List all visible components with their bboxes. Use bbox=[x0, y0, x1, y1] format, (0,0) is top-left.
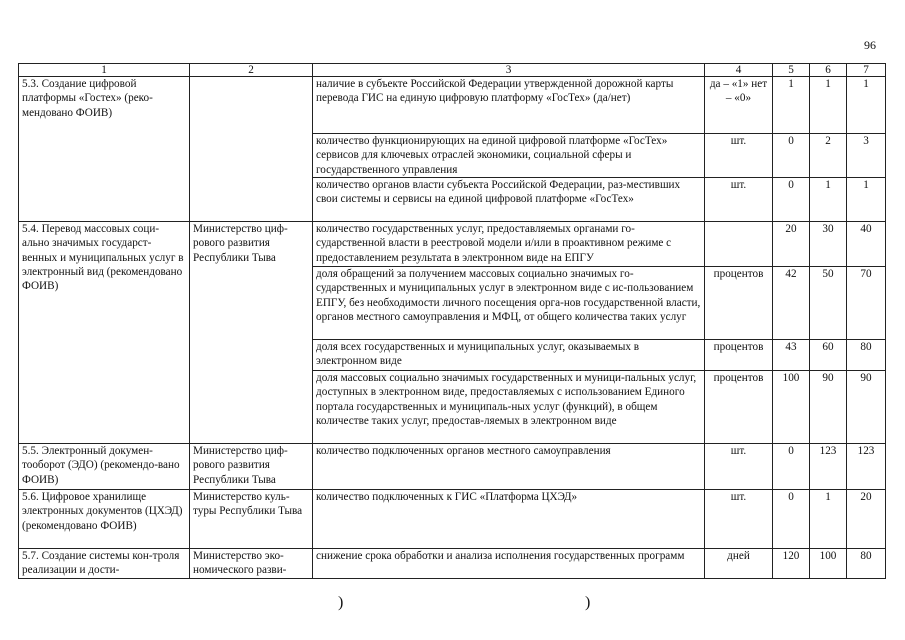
responsible-cell: Министерство эко-номического разви- bbox=[190, 549, 313, 579]
indicator-cell: количество функционирующих на единой цифровой платформе «ГосТех» сервисов для ключевых отраслей экономики, социальной сферы и государственного управления bbox=[313, 134, 705, 178]
responsible-cell: Министерство циф-рового развития Республики Тыва bbox=[190, 444, 313, 490]
responsible-cell: Министерство куль-туры Республики Тыва bbox=[190, 490, 313, 549]
page-number: 96 bbox=[864, 38, 876, 52]
value-cell: 1 bbox=[810, 77, 847, 134]
table-row bbox=[19, 77, 886, 134]
indicator-cell: снижение срока обработки и анализа исполнения государственных программ bbox=[313, 549, 705, 579]
unit-cell: процентов bbox=[705, 371, 773, 444]
header-cell: 7 bbox=[847, 64, 886, 77]
value-cell: 90 bbox=[810, 371, 847, 444]
unit-cell: шт. bbox=[705, 444, 773, 490]
header-cell: 5 bbox=[773, 64, 810, 77]
unit-cell: шт. bbox=[705, 178, 773, 222]
value-cell: 80 bbox=[847, 549, 886, 579]
value-cell: 120 bbox=[773, 549, 810, 579]
value-cell: 20 bbox=[773, 222, 810, 267]
value-cell: 123 bbox=[810, 444, 847, 490]
unit-cell: процентов bbox=[705, 340, 773, 371]
indicator-cell: доля массовых социально значимых государственных и муници-пальных услуг, доступных в электронном виде, предоставляемых с использованием Единого портала государственных и муниципаль-ных услуг (функций), в общем количестве таких услуг, предостав-ляемых в электронном виде bbox=[313, 371, 705, 444]
responsible-cell: Министерство циф-рового развития Республики Тыва bbox=[190, 222, 313, 444]
value-cell: 70 bbox=[847, 267, 886, 340]
value-cell: 50 bbox=[810, 267, 847, 340]
header-cell: 4 bbox=[705, 64, 773, 77]
value-cell: 1 bbox=[810, 490, 847, 549]
indicator-cell: количество органов власти субъекта Российской Федерации, раз-местивших свои системы и сервисы на единой цифровой платформе «ГосТех» bbox=[313, 178, 705, 222]
scan-mark: ) bbox=[585, 594, 591, 611]
activity-cell: 5.3. Создание цифровой платформы «Гостех» (реко-мендовано ФОИВ) bbox=[19, 77, 190, 222]
unit-cell: да – «1» нет – «0» bbox=[705, 77, 773, 134]
indicator-cell: количество подключенных органов местного самоуправления bbox=[313, 444, 705, 490]
value-cell: 20 bbox=[847, 490, 886, 549]
value-cell: 43 bbox=[773, 340, 810, 371]
value-cell: 30 bbox=[810, 222, 847, 267]
value-cell: 1 bbox=[847, 77, 886, 134]
table-header-row bbox=[19, 64, 886, 77]
value-cell: 100 bbox=[773, 371, 810, 444]
indicators-table bbox=[18, 63, 886, 579]
unit-cell: шт. bbox=[705, 490, 773, 549]
value-cell: 90 bbox=[847, 371, 886, 444]
value-cell: 40 bbox=[847, 222, 886, 267]
scan-mark: ) bbox=[338, 594, 344, 611]
unit-cell: процентов bbox=[705, 267, 773, 340]
value-cell: 1 bbox=[847, 178, 886, 222]
header-cell: 3 bbox=[313, 64, 705, 77]
activity-cell: 5.6. Цифровое хранилище электронных документов (ЦХЭД) (рекомендовано ФОИВ) bbox=[19, 490, 190, 549]
value-cell: 0 bbox=[773, 444, 810, 490]
value-cell: 42 bbox=[773, 267, 810, 340]
unit-cell: дней bbox=[705, 549, 773, 579]
indicator-cell: количество государственных услуг, предоставляемых органами го-сударственной власти в реестровой модели и/или в проактивном режиме с предоставлением результата в электронном виде на ЕПГУ bbox=[313, 222, 705, 267]
table-row bbox=[19, 490, 886, 549]
value-cell: 0 bbox=[773, 490, 810, 549]
activity-cell: 5.4. Перевод массовых соци-ально значимых государст-венных и муниципальных услуг в электронный вид (рекомендовано ФОИВ) bbox=[19, 222, 190, 444]
table-row bbox=[19, 444, 886, 490]
value-cell: 0 bbox=[773, 134, 810, 178]
header-cell: 2 bbox=[190, 64, 313, 77]
table-row bbox=[19, 222, 886, 267]
value-cell: 3 bbox=[847, 134, 886, 178]
indicator-cell: доля обращений за получением массовых социально значимых го-сударственных и муниципальных услуг в электронном виде с ис-пользованием ЕПГУ, без необходимости личного посещения орга-нов государственной власти, органов местного самоуправления и МФЦ, от общего количества таких услуг bbox=[313, 267, 705, 340]
responsible-cell bbox=[190, 77, 313, 222]
unit-cell bbox=[705, 222, 773, 267]
value-cell: 0 bbox=[773, 178, 810, 222]
value-cell: 60 bbox=[810, 340, 847, 371]
indicator-cell: количество подключенных к ГИС «Платформа ЦХЭД» bbox=[313, 490, 705, 549]
unit-cell: шт. bbox=[705, 134, 773, 178]
table-row bbox=[19, 549, 886, 579]
value-cell: 1 bbox=[773, 77, 810, 134]
value-cell: 80 bbox=[847, 340, 886, 371]
indicator-cell: доля всех государственных и муниципальных услуг, оказываемых в электронном виде bbox=[313, 340, 705, 371]
value-cell: 123 bbox=[847, 444, 886, 490]
indicator-cell: наличие в субъекте Российской Федерации утвержденной дорожной карты перевода ГИС на единую цифровую платформу «ГосТех» (да/нет) bbox=[313, 77, 705, 134]
header-cell: 1 bbox=[19, 64, 190, 77]
value-cell: 1 bbox=[810, 178, 847, 222]
value-cell: 2 bbox=[810, 134, 847, 178]
value-cell: 100 bbox=[810, 549, 847, 579]
activity-cell: 5.7. Создание системы кон-троля реализации и дости- bbox=[19, 549, 190, 579]
activity-cell: 5.5. Электронный докумен-тооборот (ЭДО) (рекомендо-вано ФОИВ) bbox=[19, 444, 190, 490]
header-cell: 6 bbox=[810, 64, 847, 77]
